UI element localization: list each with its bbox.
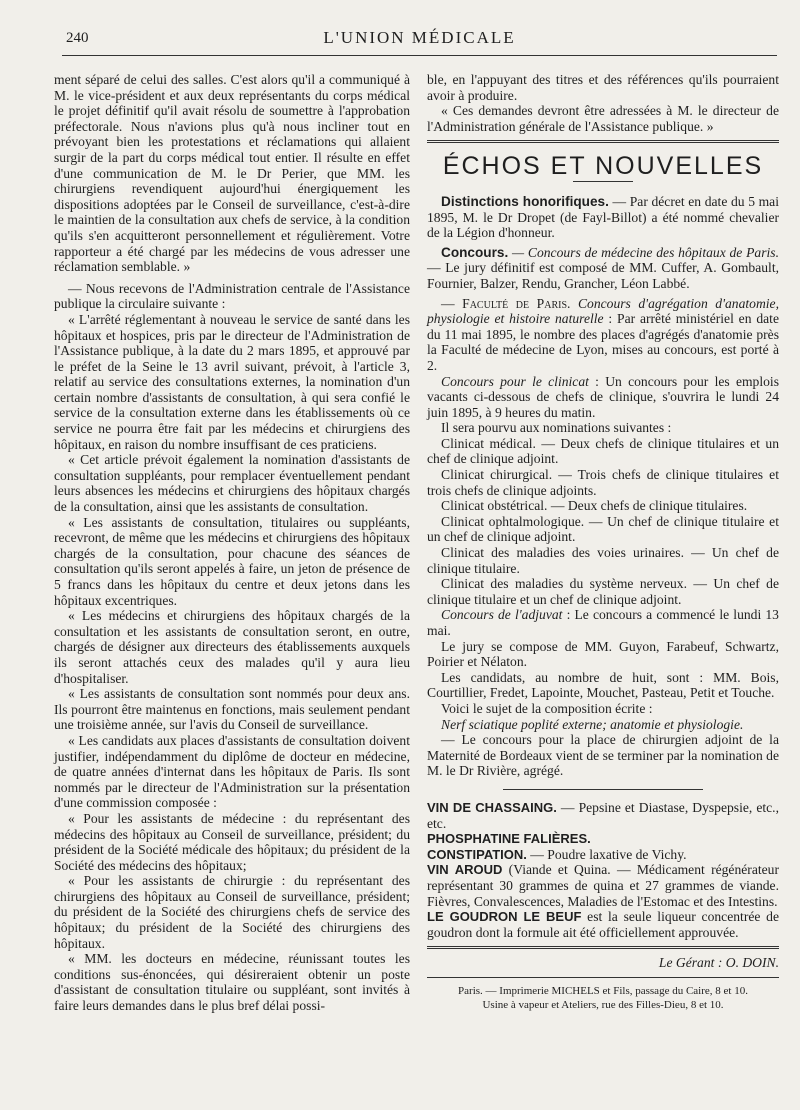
paragraph: « Ces demandes devront être adressées à M. le directeur de l'Administration générale de l'Assistance publique. » [427,103,779,134]
header-rule [62,55,777,56]
news-item: Les candidats, au nombre de huit, sont : MM. Bois, Courtillier, Fredet, Lapointe, Mouchet, Pasteau, Petit et Touche. [427,669,779,701]
news-item: Nerf sciatique poplité externe; anatomie et physiologie. [441,716,744,732]
imprint-line: Paris. — Imprimerie MICHELS et Fils, passage du Caire, 8 et 10. [458,984,748,997]
paragraph: « Cet article prévoit également la nomination d'assistants de consultation suppléants, pour remplacer éventuellement pendant leurs absences les médecins et chirurgiens des hôpitaux chargés de la consultation, ainsi que les assistants de consultation. [54,452,410,515]
paragraph: « Les assistants de consultation sont nommés pour deux ans. Ils pourront être maintenus en fonctions, mais seulement pendant une troisième année, sur l'avis du Conseil de surveillance. [54,686,410,733]
news-item: Concours de l'adjuvat : Le concours a commencé le lundi 13 mai. [427,607,779,638]
right-column [427,72,779,1012]
news-heading: Distinctions honorifiques. [441,193,609,209]
advertisement: VIN DE CHASSAING. — Pepsine et Diastase, Dyspepsie, etc., etc. [427,799,779,831]
paragraph: « Les candidats aux places d'assistants de consultation doivent justifier, indépendamment du diplôme de docteur en médecine, de quatre années d'internat dans les hôpitaux de Paris. Ils sont nommés par le directeur de l'Administration sur la présentation d'une commission composée : [54,732,410,811]
imprint-line: Usine à vapeur et Ateliers, rue des Filles-Dieu, 8 et 10. [482,998,724,1011]
news-item: Clinicat des maladies des voies urinaires. — Un chef de clinique titulaire. [427,545,779,576]
news-item: Clinicat des maladies du système nerveux. — Un chef de clinique titulaire et un chef de clinique adjoint. [427,576,779,607]
page-header [62,28,777,52]
section-title: ÉCHOS ET NOUVELLES [442,152,764,181]
paragraph: « MM. les docteurs en médecine, réunissant toutes les conditions sus-énoncées, qui désireraient obtenir un poste d'assistant de consultation titulaire ou suppléant, sont invités à faire leurs demandes dans le plus bref délai possi- [54,951,410,1014]
news-item: Clinicat chirurgical. — Trois chefs de clinique titulaires et trois chefs de clinique adjoints. [427,467,779,498]
advertisement: VIN AROUD (Viande et Quina. — Médicament régénérateur représentant 30 grammes de quina et 27 grammes de viande. Fièvres, Convalescences, Maladies de l'Estomac et des Intestins. [427,862,779,909]
page-number: 240 [66,30,89,46]
news-item: Il sera pourvu aux nominations suivantes : [441,420,672,436]
running-title: L'UNION MÉDICALE [323,28,516,47]
ads-divider [503,789,703,790]
paragraph: « Les assistants de consultation, titulaires ou suppléants, recevront, de même que les médecins et chirurgiens des hôpitaux chargés de la consultation, pour chacune des séances de consultation qu'ils seront appelés à faire, un jeton de présence de 5 francs dans les hôpitaux du centre et deux jetons dans les hôpitaux excentriques. [54,514,410,608]
gerant-signature: Le Gérant : O. DOIN. [658,955,779,971]
news-heading: Concours. [441,244,509,260]
left-column [54,72,410,1014]
news-item: Voici le sujet de la composition écrite : [441,700,653,716]
section-divider [427,140,779,143]
news-item: Concours. — Concours de médecine des hôpitaux de Paris. — Le jury définitif est composé de MM. Cuffer, A. Gombault, Fournier, Balzer, Rendu, Grancher, Léon Labbé. [427,244,779,291]
paragraph: « Pour les assistants de chirurgie : du représentant des chirurgiens des hôpitaux au Conseil de surveillance, président; du président de la Société des chirurgiens chefs de service des hôpitaux; du président de la Société des chirurgiens des hôpitaux. [54,873,410,951]
news-item: Clinicat médical. — Deux chefs de clinique titulaires et un chef de clinique adjoint. [427,435,779,467]
paragraph: « L'arrêté réglementant à nouveau le service de santé dans les hôpitaux et hospices, pris par le directeur de l'Administration de l'Assistance publique, à la date du 2 mars 1895, et approuvé par le préfet de la Seine le 13 avril suivant, prévoit, à l'article 3, relatif au service des consultations externes, la nomination d'un certain nombre d'assistants de consultation, à qui sera confié le service de la consultation externe dans les établissements où ce service ne pourra être fait par les médecins et chirurgiens des hôpitaux, en raison du nombre insuffisant de ces praticiens. [54,311,410,452]
news-item: Clinicat obstétrical. — Deux chefs de clinique titulaires. [441,498,748,514]
news-item: Clinicat ophtalmologique. — Un chef de clinique titulaire et un chef de clinique adjoint. [427,513,779,545]
news-item: Concours pour le clinicat : Un concours pour les emplois vacants ci-dessous de chefs de clinique, s'ouvrira le lundi 24 juin 1895, à 9 heures du matin. [427,373,779,420]
news-item: — Le concours pour la place de chirurgien adjoint de la Maternité de Bordeaux vient de se terminer par la nomination de M. le Dr Rivière, agrégé. [427,732,779,779]
imprint-rule [427,977,779,978]
news-item: Distinctions honorifiques. — Par décret en date du 5 mai 1895, M. le Dr Dropet (de Fayl-Billot) a été nommé chevalier de la Légion d'honneur. [427,193,779,241]
advertisement: PHOSPHATINE FALIÈRES. [427,831,591,847]
title-underline [573,181,633,182]
paragraph: — Nous recevons de l'Administration centrale de l'Assistance publique la circulaire suivante : [54,280,410,312]
paragraph: « Pour les assistants de médecine : du représentant des médecins des hôpitaux au Conseil de surveillance, président; du président de la Société médicale des hôpitaux; du président de la Société des médecins des hôpitaux; [54,810,410,873]
news-item: — Faculté de Paris. Concours d'agrégation d'anatomie, physiologie et histoire naturelle : Par arrêté ministériel en date du 11 mai 1895, le nombre des places d'agrégés d'anatomie près la Faculté de médecine de Lyon, mises au concours, est porté à 2. [427,295,779,373]
advertisement: LE GOUDRON LE BEUF est la seule liqueur concentrée de goudron dont la formule ait été officiellement approuvée. [427,909,779,940]
paragraph: « Les médecins et chirurgiens des hôpitaux chargés de la consultation et les assistants de consultation seront, en outre, chargés de désigner aux directeurs des établissements auxquels ils seront attachés ceux des malades qu'il y aura lieu d'hospitaliser. [54,608,410,686]
advertisement: CONSTIPATION. — Poudre laxative de Vichy. [427,846,687,862]
footer-divider [427,946,779,949]
news-item: Le jury se compose de MM. Guyon, Farabeuf, Schwartz, Poirier et Nélaton. [427,638,779,670]
paragraph: ment séparé de celui des salles. C'est alors qu'il a communiqué à M. le vice-président et aux deux représentants du corps médical le projet définitif qu'il avait résolu de soumettre à l'approbation préfectorale. Nous n'avions plus qu'à nous incliner tout en prévoyant bien les protestations et réclamations qui allaient surgir de la part du corps médical tout entier. Il résulte en effet d'une communication de M. le Dr Perier, que MM. les chirurgiens revendiquent aujourd'hui énergiquement les dispositions adoptées par le Conseil de surveillance, c'est-à-dire le maintien de la consultation aux chefs de service, à la condition qu'ils s'en acquitteront personnellement et régulièrement. Votre rapporteur a été chargé par les médecins de vous adresser une réclamation semblable. » [54,72,410,275]
paragraph: ble, en l'appuyant des titres et des références qu'ils pourraient avoir à produire. [427,72,779,103]
